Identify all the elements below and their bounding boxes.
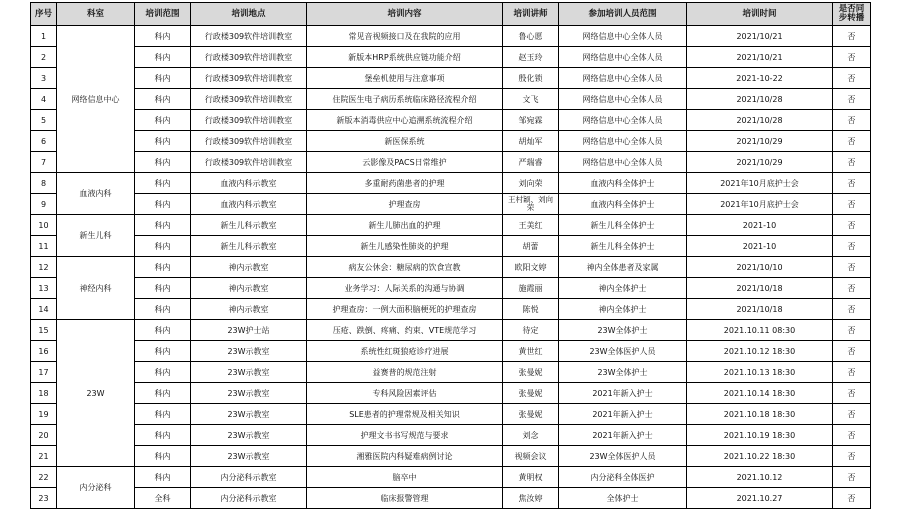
- cell-content: 压疮、跌倒、疼痛、约束、VTE规范学习: [307, 320, 503, 341]
- table-row: [31, 341, 871, 362]
- cell-audience: 新生儿科全体护士: [559, 236, 687, 257]
- table-row: [31, 131, 871, 152]
- cell-lecturer: 黄明权: [503, 467, 559, 488]
- cell-lecturer: 刘念: [503, 425, 559, 446]
- cell-time: 2021.10.27: [687, 488, 833, 509]
- cell-content: 临床报警管理: [307, 488, 503, 509]
- cell-audience: 23W全体护士: [559, 362, 687, 383]
- cell-sync: 否: [833, 362, 871, 383]
- cell-audience: 内分泌科全体医护: [559, 467, 687, 488]
- table-row: [31, 89, 871, 110]
- cell-sync: 否: [833, 488, 871, 509]
- cell-audience: 网络信息中心全体人员: [559, 47, 687, 68]
- table-row: [31, 299, 871, 320]
- cell-lecturer: 黄世红: [503, 341, 559, 362]
- cell-place: 内分泌科示教室: [191, 467, 307, 488]
- cell-place: 23W示教室: [191, 446, 307, 467]
- cell-range: 科内: [135, 173, 191, 194]
- table-row: [31, 362, 871, 383]
- header-no: 序号: [31, 3, 57, 26]
- cell-lecturer: 邹宛霖: [503, 110, 559, 131]
- cell-time: 2021-10-22: [687, 68, 833, 89]
- cell-sync: 否: [833, 278, 871, 299]
- cell-content: 专科风险因素评估: [307, 383, 503, 404]
- cell-audience: 网络信息中心全体人员: [559, 26, 687, 47]
- cell-time: 2021/10/18: [687, 278, 833, 299]
- cell-time: 2021-10: [687, 236, 833, 257]
- cell-no: 9: [31, 194, 57, 215]
- cell-sync: 否: [833, 404, 871, 425]
- cell-lecturer: 王美红: [503, 215, 559, 236]
- table-row: [31, 383, 871, 404]
- cell-sync: 否: [833, 47, 871, 68]
- cell-department: 23W: [57, 320, 135, 467]
- cell-content: 住院医生电子病历系统临床路径流程介绍: [307, 89, 503, 110]
- table-row: [31, 446, 871, 467]
- cell-lecturer: 张曼妮: [503, 404, 559, 425]
- cell-sync: 否: [833, 89, 871, 110]
- cell-lecturer: 焦汝婷: [503, 488, 559, 509]
- cell-sync: 否: [833, 383, 871, 404]
- cell-audience: 2021年新入护士: [559, 404, 687, 425]
- cell-audience: 23W全体护士: [559, 320, 687, 341]
- cell-lecturer: 鲁心愿: [503, 26, 559, 47]
- cell-time: 2021/10/29: [687, 152, 833, 173]
- cell-content: 新医保系统: [307, 131, 503, 152]
- cell-lecturer: 王村颖、刘向荣: [503, 194, 559, 215]
- cell-department: 网络信息中心: [57, 26, 135, 173]
- cell-content: 护理文书书写规范与要求: [307, 425, 503, 446]
- cell-no: 5: [31, 110, 57, 131]
- cell-range: 科内: [135, 341, 191, 362]
- cell-no: 14: [31, 299, 57, 320]
- cell-range: 科内: [135, 47, 191, 68]
- cell-time: 2021/10/10: [687, 257, 833, 278]
- cell-no: 6: [31, 131, 57, 152]
- header-sync: 是否同步转播: [833, 3, 871, 26]
- cell-audience: 网络信息中心全体人员: [559, 152, 687, 173]
- cell-audience: 血液内科全体护士: [559, 194, 687, 215]
- table-row: [31, 215, 871, 236]
- cell-range: 科内: [135, 383, 191, 404]
- cell-sync: 否: [833, 257, 871, 278]
- cell-range: 全科: [135, 488, 191, 509]
- cell-time: 2021.10.13 18:30: [687, 362, 833, 383]
- header-content: 培训内容: [307, 3, 503, 26]
- cell-time: 2021.10.12: [687, 467, 833, 488]
- cell-audience: 2021年新入护士: [559, 425, 687, 446]
- cell-sync: 否: [833, 215, 871, 236]
- cell-place: 神内示教室: [191, 278, 307, 299]
- cell-sync: 否: [833, 236, 871, 257]
- cell-audience: 网络信息中心全体人员: [559, 110, 687, 131]
- cell-place: 新生儿科示教室: [191, 236, 307, 257]
- cell-content: 新生儿肺出血的护理: [307, 215, 503, 236]
- cell-place: 内分泌科示教室: [191, 488, 307, 509]
- cell-range: 科内: [135, 68, 191, 89]
- cell-lecturer: 严瑞睿: [503, 152, 559, 173]
- cell-range: 科内: [135, 446, 191, 467]
- table-row: [31, 152, 871, 173]
- cell-no: 22: [31, 467, 57, 488]
- cell-sync: 否: [833, 110, 871, 131]
- cell-content: 湘雅医院内科疑难病例讨论: [307, 446, 503, 467]
- cell-time: 2021.10.12 18:30: [687, 341, 833, 362]
- cell-lecturer: 文飞: [503, 89, 559, 110]
- cell-place: 神内示教室: [191, 257, 307, 278]
- cell-place: 血液内科示教室: [191, 173, 307, 194]
- cell-lecturer: 赵玉玲: [503, 47, 559, 68]
- training-table: [30, 2, 871, 509]
- cell-time: 2021/10/29: [687, 131, 833, 152]
- cell-content: 常见音视频接口及在我院的应用: [307, 26, 503, 47]
- cell-sync: 否: [833, 299, 871, 320]
- cell-place: 行政楼309软件培训教室: [191, 47, 307, 68]
- cell-content: 护理查房: [307, 194, 503, 215]
- cell-time: 2021年10月底护士会: [687, 194, 833, 215]
- header-department: 科室: [57, 3, 135, 26]
- cell-time: 2021/10/28: [687, 89, 833, 110]
- cell-range: 科内: [135, 215, 191, 236]
- cell-content: 新生儿感染性肺炎的护理: [307, 236, 503, 257]
- cell-sync: 否: [833, 446, 871, 467]
- cell-time: 2021/10/28: [687, 110, 833, 131]
- cell-range: 科内: [135, 257, 191, 278]
- cell-content: 业务学习：人际关系的沟通与协调: [307, 278, 503, 299]
- table-row: [31, 47, 871, 68]
- cell-range: 科内: [135, 131, 191, 152]
- cell-audience: 全体护士: [559, 488, 687, 509]
- cell-audience: 23W全体医护人员: [559, 446, 687, 467]
- cell-sync: 否: [833, 320, 871, 341]
- header-lecturer: 培训讲师: [503, 3, 559, 26]
- cell-time: 2021.10.22 18:30: [687, 446, 833, 467]
- cell-audience: 网络信息中心全体人员: [559, 89, 687, 110]
- cell-time: 2021.10.19 18:30: [687, 425, 833, 446]
- cell-place: 23W示教室: [191, 383, 307, 404]
- cell-range: 科内: [135, 299, 191, 320]
- cell-audience: 神内全体护士: [559, 299, 687, 320]
- cell-audience: 2021年新入护士: [559, 383, 687, 404]
- cell-sync: 否: [833, 467, 871, 488]
- cell-place: 23W示教室: [191, 425, 307, 446]
- cell-place: 23W示教室: [191, 341, 307, 362]
- cell-place: 23W示教室: [191, 362, 307, 383]
- cell-content: 护理查房：一例大面积脑梗死的护理查房: [307, 299, 503, 320]
- cell-no: 11: [31, 236, 57, 257]
- cell-range: 科内: [135, 278, 191, 299]
- cell-range: 科内: [135, 320, 191, 341]
- cell-content: 新版本HRP系统供应链功能介绍: [307, 47, 503, 68]
- table-body: [31, 26, 871, 509]
- cell-content: 多重耐药菌患者的护理: [307, 173, 503, 194]
- cell-content: 新版本消毒供应中心追溯系统流程介绍: [307, 110, 503, 131]
- table-row: [31, 26, 871, 47]
- cell-sync: 否: [833, 194, 871, 215]
- cell-no: 2: [31, 47, 57, 68]
- cell-sync: 否: [833, 26, 871, 47]
- cell-department: 血液内科: [57, 173, 135, 215]
- table-row: [31, 278, 871, 299]
- cell-department: 内分泌科: [57, 467, 135, 509]
- cell-time: 2021-10: [687, 215, 833, 236]
- cell-range: 科内: [135, 26, 191, 47]
- cell-place: 神内示教室: [191, 299, 307, 320]
- cell-place: 23W护士站: [191, 320, 307, 341]
- cell-sync: 否: [833, 68, 871, 89]
- cell-content: 病友公休会：糖尿病的饮食宣教: [307, 257, 503, 278]
- cell-no: 19: [31, 404, 57, 425]
- cell-lecturer: 张曼妮: [503, 383, 559, 404]
- cell-time: 2021/10/21: [687, 47, 833, 68]
- cell-no: 1: [31, 26, 57, 47]
- cell-place: 行政楼309软件培训教室: [191, 110, 307, 131]
- cell-range: 科内: [135, 425, 191, 446]
- cell-time: 2021.10.14 18:30: [687, 383, 833, 404]
- cell-audience: 神内全体护士: [559, 278, 687, 299]
- cell-audience: 神内全体患者及家属: [559, 257, 687, 278]
- cell-no: 4: [31, 89, 57, 110]
- cell-no: 8: [31, 173, 57, 194]
- cell-sync: 否: [833, 131, 871, 152]
- table-row: [31, 173, 871, 194]
- cell-sync: 否: [833, 425, 871, 446]
- cell-no: 3: [31, 68, 57, 89]
- cell-audience: 新生儿科全体护士: [559, 215, 687, 236]
- cell-no: 7: [31, 152, 57, 173]
- table-row: [31, 194, 871, 215]
- cell-place: 行政楼309软件培训教室: [191, 152, 307, 173]
- cell-audience: 23W全体医护人员: [559, 341, 687, 362]
- cell-no: 10: [31, 215, 57, 236]
- cell-range: 科内: [135, 89, 191, 110]
- table-row: [31, 488, 871, 509]
- cell-department: 神经内科: [57, 257, 135, 320]
- cell-audience: 血液内科全体护士: [559, 173, 687, 194]
- cell-time: 2021年10月底护士会: [687, 173, 833, 194]
- table-row: [31, 68, 871, 89]
- cell-content: 脑卒中: [307, 467, 503, 488]
- cell-no: 23: [31, 488, 57, 509]
- cell-no: 21: [31, 446, 57, 467]
- cell-range: 科内: [135, 362, 191, 383]
- table-row: [31, 425, 871, 446]
- cell-no: 13: [31, 278, 57, 299]
- cell-sync: 否: [833, 341, 871, 362]
- cell-range: 科内: [135, 236, 191, 257]
- cell-time: 2021.10.11 08:30: [687, 320, 833, 341]
- cell-range: 科内: [135, 404, 191, 425]
- cell-content: 云影像及PACS日常维护: [307, 152, 503, 173]
- training-schedule-sheet: [30, 2, 871, 509]
- cell-department: 新生儿科: [57, 215, 135, 257]
- header-row: [31, 3, 871, 26]
- cell-lecturer: 张曼妮: [503, 362, 559, 383]
- header-place: 培训地点: [191, 3, 307, 26]
- cell-range: 科内: [135, 152, 191, 173]
- cell-time: 2021/10/21: [687, 26, 833, 47]
- cell-sync: 否: [833, 173, 871, 194]
- header-audience: 参加培训人员范围: [559, 3, 687, 26]
- cell-place: 行政楼309软件培训教室: [191, 68, 307, 89]
- cell-no: 18: [31, 383, 57, 404]
- table-row: [31, 236, 871, 257]
- cell-no: 20: [31, 425, 57, 446]
- cell-place: 行政楼309软件培训教室: [191, 131, 307, 152]
- cell-place: 行政楼309软件培训教室: [191, 89, 307, 110]
- table-row: [31, 257, 871, 278]
- cell-content: 堡垒机使用与注意事项: [307, 68, 503, 89]
- cell-content: SLE患者的护理常规及相关知识: [307, 404, 503, 425]
- cell-sync: 否: [833, 152, 871, 173]
- table-row: [31, 404, 871, 425]
- cell-lecturer: 刘向荣: [503, 173, 559, 194]
- table-row: [31, 467, 871, 488]
- cell-content: 益赛普的规范注射: [307, 362, 503, 383]
- cell-no: 12: [31, 257, 57, 278]
- cell-no: 17: [31, 362, 57, 383]
- table-row: [31, 110, 871, 131]
- cell-lecturer: 施霞丽: [503, 278, 559, 299]
- cell-time: 2021.10.18 18:30: [687, 404, 833, 425]
- table-row: [31, 320, 871, 341]
- cell-place: 23W示教室: [191, 404, 307, 425]
- cell-lecturer: 殷化锁: [503, 68, 559, 89]
- cell-lecturer: 陈悦: [503, 299, 559, 320]
- header-time: 培训时间: [687, 3, 833, 26]
- cell-lecturer: 胡灿军: [503, 131, 559, 152]
- cell-lecturer: 欧阳文婷: [503, 257, 559, 278]
- cell-range: 科内: [135, 194, 191, 215]
- cell-lecturer: 待定: [503, 320, 559, 341]
- cell-lecturer: 视频会议: [503, 446, 559, 467]
- header-range: 培训范围: [135, 3, 191, 26]
- cell-lecturer: 胡蕾: [503, 236, 559, 257]
- cell-range: 科内: [135, 467, 191, 488]
- cell-time: 2021/10/18: [687, 299, 833, 320]
- cell-place: 血液内科示教室: [191, 194, 307, 215]
- cell-audience: 网络信息中心全体人员: [559, 131, 687, 152]
- cell-place: 新生儿科示教室: [191, 215, 307, 236]
- cell-no: 15: [31, 320, 57, 341]
- cell-audience: 网络信息中心全体人员: [559, 68, 687, 89]
- cell-no: 16: [31, 341, 57, 362]
- cell-range: 科内: [135, 110, 191, 131]
- cell-content: 系统性红斑狼疮诊疗进展: [307, 341, 503, 362]
- cell-place: 行政楼309软件培训教室: [191, 26, 307, 47]
